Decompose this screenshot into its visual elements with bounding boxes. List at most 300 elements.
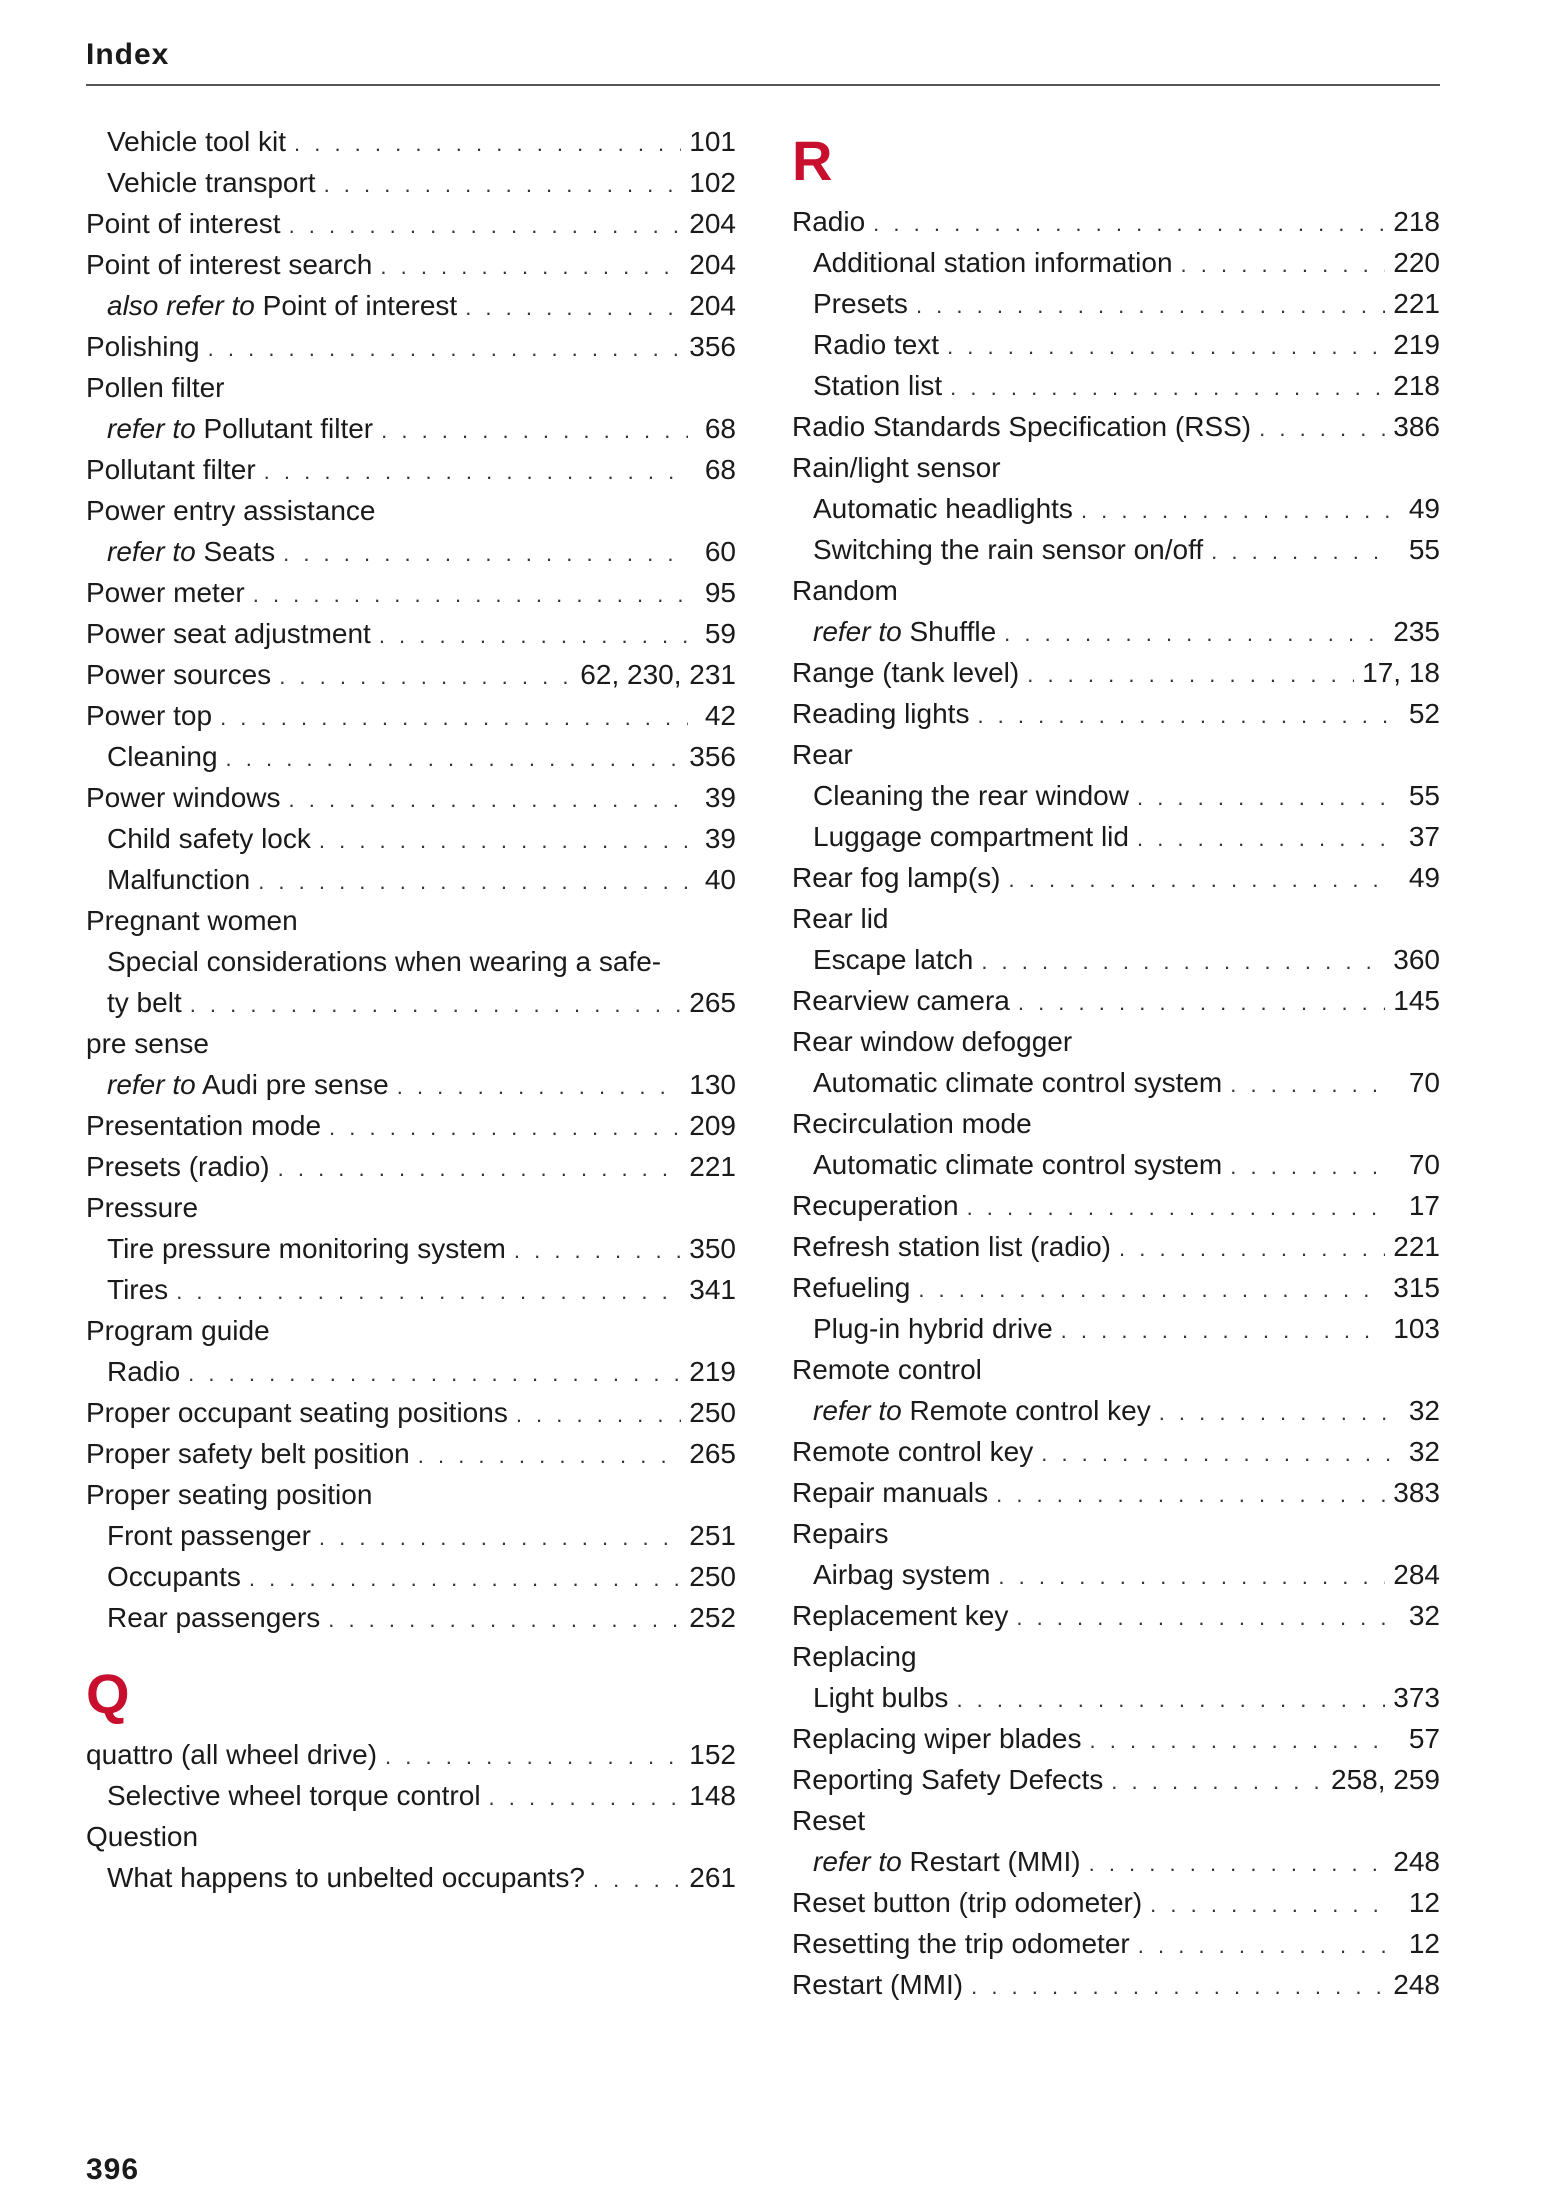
page-reference: 221 [1393, 288, 1440, 319]
index-term-text: Rain/light sensor [792, 452, 1001, 483]
cross-reference-prefix: refer to [813, 1395, 902, 1426]
dot-leader [916, 285, 1385, 326]
index-term-text: Shuffle [901, 616, 997, 647]
index-entry [792, 1021, 1440, 1062]
page-reference: 315 [1393, 1272, 1440, 1303]
index-term-text: Power top [86, 700, 213, 731]
page-reference: 102 [689, 167, 736, 198]
index-term-text: Plug-in hybrid drive [813, 1313, 1053, 1344]
index-subentry [792, 1144, 1440, 1185]
index-entry [792, 1636, 1440, 1677]
index-entry [792, 1431, 1440, 1472]
page-reference: 32 [1408, 1395, 1440, 1426]
index-term [792, 406, 1251, 447]
index-term [86, 695, 212, 736]
index-term-text: Pollen filter [86, 372, 225, 403]
page-reference: 49 [1408, 862, 1440, 893]
index-term [813, 1554, 990, 1595]
index-subentry [792, 1554, 1440, 1595]
index-term-text: Replacing [792, 1641, 917, 1672]
page-reference: 52 [1408, 698, 1440, 729]
page-reference: 55 [1408, 534, 1440, 565]
page-number: 396 [86, 2153, 140, 2186]
page-reference: 42 [704, 700, 736, 731]
dot-leader [1016, 1597, 1392, 1638]
index-term [792, 447, 1001, 488]
index-subentry [792, 1677, 1440, 1718]
index-entry [792, 980, 1440, 1021]
dot-leader [981, 941, 1385, 982]
index-entry [792, 1185, 1440, 1226]
index-term-text: Power windows [86, 782, 281, 813]
page-reference: 248 [1393, 1969, 1440, 2000]
page-header-title: Index [86, 38, 170, 71]
index-subentry [86, 1597, 736, 1638]
dot-leader [998, 1556, 1385, 1597]
dot-leader [1119, 1228, 1385, 1269]
dot-leader [1027, 654, 1354, 695]
page-reference: 32 [1408, 1436, 1440, 1467]
index-entry [792, 1513, 1440, 1554]
index-entry [792, 734, 1440, 775]
index-term [107, 1228, 506, 1269]
section-letter: Q [86, 1662, 130, 1725]
index-term-text: Audi pre sense [195, 1069, 389, 1100]
index-term [792, 1185, 959, 1226]
page-reference: 130 [689, 1069, 736, 1100]
index-subentry [86, 859, 736, 900]
index-entry [86, 1433, 736, 1474]
dot-leader [1159, 1392, 1392, 1433]
index-term-text: Special considerations when wearing a safe- [107, 946, 662, 977]
index-entry [86, 449, 736, 490]
index-term [107, 408, 373, 449]
page-reference: 57 [1408, 1723, 1440, 1754]
index-term [792, 570, 898, 611]
index-term [792, 1923, 1130, 1964]
index-subentry [792, 939, 1440, 980]
dot-leader [1181, 244, 1386, 285]
index-subentry [86, 531, 736, 572]
index-term-text: Tire pressure monitoring system [107, 1233, 506, 1264]
index-term [86, 1816, 198, 1857]
index-term-text: Pressure [86, 1192, 199, 1223]
dot-leader [1090, 1720, 1392, 1761]
index-entry [86, 695, 736, 736]
dot-leader [956, 1679, 1385, 1720]
index-entry [86, 1023, 736, 1064]
page-reference: 250 [689, 1397, 736, 1428]
index-term-text: What happens to unbelted occupants? [107, 1862, 585, 1893]
dot-leader [418, 1435, 682, 1476]
index-term [792, 1718, 1082, 1759]
dot-leader [873, 203, 1385, 244]
index-term-text: Reporting Safety Defects [792, 1764, 1104, 1795]
index-term [813, 939, 973, 980]
index-entry [792, 570, 1440, 611]
cross-reference-prefix: refer to [107, 536, 196, 567]
page-reference: 356 [689, 741, 736, 772]
index-term [107, 531, 275, 572]
dot-leader [381, 410, 688, 451]
index-term-text: Malfunction [107, 864, 251, 895]
index-term [107, 1515, 311, 1556]
dot-leader [1150, 1884, 1392, 1925]
page-reference: 265 [689, 1438, 736, 1469]
index-subentry [86, 1775, 736, 1816]
page-reference: 284 [1393, 1559, 1440, 1590]
dot-leader [996, 1474, 1385, 1515]
index-term-text: Random [792, 575, 898, 606]
index-term [813, 1677, 948, 1718]
index-term-text: Repair manuals [792, 1477, 989, 1508]
index-entry [86, 1310, 736, 1351]
index-term [792, 1964, 963, 2005]
index-term-text: Power seat adjustment [86, 618, 371, 649]
index-term-text: Recuperation [792, 1190, 959, 1221]
dot-leader [385, 1736, 681, 1777]
page-reference: 148 [689, 1780, 736, 1811]
index-subentry [792, 775, 1440, 816]
index-subentry [86, 941, 736, 982]
index-term-text: Proper seating position [86, 1479, 373, 1510]
page-reference: 39 [704, 823, 736, 854]
index-term [813, 365, 942, 406]
page-reference: 204 [689, 290, 736, 321]
index-term-text: Presentation mode [86, 1110, 322, 1141]
index-term [86, 654, 271, 695]
index-entry [792, 1964, 1440, 2005]
index-term-text: pre sense [86, 1028, 209, 1059]
page-reference: 265 [689, 987, 736, 1018]
index-term-text: Reading lights [792, 698, 970, 729]
page-reference: 360 [1393, 944, 1440, 975]
index-term [792, 1800, 865, 1841]
index-entry [86, 367, 736, 408]
page-reference: 152 [689, 1739, 736, 1770]
index-term-text: Refresh station list (radio) [792, 1231, 1112, 1262]
index-subentry [86, 1556, 736, 1597]
index-subentry [86, 408, 736, 449]
index-term [792, 1759, 1103, 1800]
dot-leader [1089, 1843, 1386, 1884]
page-reference: 103 [1393, 1313, 1440, 1344]
index-term-text: quattro (all wheel drive) [86, 1739, 378, 1770]
index-term [813, 816, 1129, 857]
index-subentry [792, 1390, 1440, 1431]
page-reference: 204 [689, 208, 736, 239]
index-term-text: Refueling [792, 1272, 911, 1303]
page-reference: 17 [1408, 1190, 1440, 1221]
index-term-text: Child safety lock [107, 823, 311, 854]
index-term [107, 121, 286, 162]
page-reference: 373 [1393, 1682, 1440, 1713]
index-term [792, 1636, 917, 1677]
page-reference: 68 [704, 413, 736, 444]
page-reference: 204 [689, 249, 736, 280]
dot-leader [379, 615, 688, 656]
index-term-text: Presets (radio) [86, 1151, 270, 1182]
index-term-text: Tires [107, 1274, 169, 1305]
dot-leader [264, 451, 688, 492]
dot-leader [253, 574, 688, 615]
index-term [107, 941, 661, 982]
index-entry [792, 1882, 1440, 1923]
index-entry [792, 693, 1440, 734]
index-term-text: Proper safety belt position [86, 1438, 410, 1469]
index-subentry [792, 611, 1440, 652]
index-term-text: Power meter [86, 577, 245, 608]
dot-leader [319, 1517, 681, 1558]
index-entry [792, 447, 1440, 488]
index-term-text: Recirculation mode [792, 1108, 1032, 1139]
dot-leader [1137, 777, 1392, 818]
index-term-text: Vehicle tool kit [107, 126, 286, 157]
dot-leader [1230, 1146, 1392, 1187]
page-reference: 209 [689, 1110, 736, 1141]
dot-leader [1111, 1761, 1323, 1802]
dot-leader [319, 820, 688, 861]
dot-leader [977, 695, 1392, 736]
index-term-text: Replacing wiper blades [792, 1723, 1082, 1754]
index-entry [792, 1267, 1440, 1308]
page-reference: 59 [704, 618, 736, 649]
index-subentry [86, 736, 736, 777]
index-subentry [792, 242, 1440, 283]
index-term-text: Automatic climate control system [813, 1067, 1223, 1098]
index-term [813, 283, 908, 324]
index-term [86, 613, 371, 654]
page-reference: 62, 230, 231 [580, 659, 736, 690]
index-term-text: Pregnant women [86, 905, 298, 936]
page-reference: 55 [1408, 780, 1440, 811]
index-term [107, 1064, 389, 1105]
index-term [792, 1226, 1111, 1267]
index-subentry [86, 1228, 736, 1269]
index-term [86, 326, 200, 367]
index-subentry [86, 285, 736, 326]
index-term-text: Power sources [86, 659, 272, 690]
index-term [792, 1595, 1008, 1636]
index-entry [792, 652, 1440, 693]
index-term-text: Radio Standards Specification (RSS) [792, 411, 1252, 442]
index-term-text: Resetting the trip odometer [792, 1928, 1130, 1959]
dot-leader [176, 1271, 681, 1312]
index-term [813, 324, 939, 365]
dot-leader [1009, 859, 1392, 900]
index-subentry [86, 162, 736, 203]
index-subentry [86, 1269, 736, 1310]
page-reference: 261 [689, 1862, 736, 1893]
index-entry [86, 1474, 736, 1515]
index-subentry [792, 1062, 1440, 1103]
index-term [107, 1597, 320, 1638]
index-entry [86, 203, 736, 244]
index-entry [792, 406, 1440, 447]
index-entry [792, 857, 1440, 898]
page-reference: 386 [1393, 411, 1440, 442]
index-term-text: Escape latch [813, 944, 974, 975]
cross-reference-prefix: refer to [107, 1069, 196, 1100]
index-term-text: Rear window defogger [792, 1026, 1073, 1057]
index-entry [86, 613, 736, 654]
index-entry [792, 1595, 1440, 1636]
dot-leader [279, 656, 572, 697]
index-entry [86, 900, 736, 941]
dot-leader [283, 533, 688, 574]
dot-leader [289, 205, 682, 246]
index-entry [86, 1734, 736, 1775]
index-entry [86, 326, 736, 367]
index-term-text: ty belt [107, 987, 182, 1018]
index-entry [86, 1105, 736, 1146]
dot-leader [208, 328, 682, 369]
index-term [107, 1857, 585, 1898]
page-reference: 219 [689, 1356, 736, 1387]
index-term [107, 982, 182, 1023]
index-term-text: Power entry assistance [86, 495, 376, 526]
index-term [792, 1021, 1072, 1062]
index-term-text: Occupants [107, 1561, 241, 1592]
dot-leader [1004, 613, 1385, 654]
index-term-text: Cleaning the rear window [813, 780, 1129, 811]
dot-leader [289, 779, 688, 820]
dot-leader [226, 738, 682, 779]
index-term-text: Rear passengers [107, 1602, 321, 1633]
index-term-text: Restart (MMI) [792, 1969, 964, 2000]
page-reference: 221 [689, 1151, 736, 1182]
index-term-text: Automatic climate control system [813, 1149, 1223, 1180]
index-term [86, 572, 245, 613]
index-entry [86, 777, 736, 818]
index-term-text: Remote control key [901, 1395, 1151, 1426]
index-term-text: Rear lid [792, 903, 889, 934]
index-term-text: Front passenger [107, 1520, 311, 1551]
index-term-text: Airbag system [813, 1559, 991, 1590]
index-term-text: Automatic headlights [813, 493, 1073, 524]
dot-leader [1081, 490, 1392, 531]
page-reference: 218 [1393, 370, 1440, 401]
index-term [792, 1267, 910, 1308]
index-term [813, 1390, 1151, 1431]
index-term-text: Vehicle transport [107, 167, 316, 198]
index-term-text: Radio text [813, 329, 940, 360]
index-column-left [86, 121, 736, 1898]
page-reference: 221 [1393, 1231, 1440, 1262]
index-term [813, 775, 1129, 816]
index-entry [792, 201, 1440, 242]
index-term-text: Range (tank level) [792, 657, 1020, 688]
dot-leader [516, 1394, 681, 1435]
index-term-text: Selective wheel torque control [107, 1780, 481, 1811]
index-term [792, 980, 1010, 1021]
index-term [792, 1349, 982, 1390]
dot-leader [947, 326, 1385, 367]
page-reference: 341 [689, 1274, 736, 1305]
dot-leader [1230, 1064, 1392, 1105]
dot-leader [489, 1777, 682, 1818]
index-subentry [792, 324, 1440, 365]
page-reference: 219 [1393, 329, 1440, 360]
index-term [86, 1310, 270, 1351]
page-reference: 252 [689, 1602, 736, 1633]
dot-leader [514, 1230, 681, 1271]
index-subentry [86, 818, 736, 859]
page-reference: 12 [1408, 1928, 1440, 1959]
index-term [792, 201, 865, 242]
page-reference: 250 [689, 1561, 736, 1592]
index-term [107, 859, 250, 900]
section-letter: R [792, 129, 833, 192]
dot-leader [1018, 982, 1385, 1023]
index-term [107, 1775, 481, 1816]
index-term [86, 1734, 377, 1775]
index-term-text: Additional station information [813, 247, 1173, 278]
page-reference: 218 [1393, 206, 1440, 237]
dot-leader [950, 367, 1385, 408]
index-entry [86, 1816, 736, 1857]
index-term [792, 1103, 1032, 1144]
index-subentry [792, 1308, 1440, 1349]
index-term [107, 1556, 241, 1597]
index-term-text: Radio [107, 1356, 181, 1387]
page-reference: 95 [704, 577, 736, 608]
page-reference: 60 [704, 536, 736, 567]
index-term [792, 693, 969, 734]
index-subentry [792, 816, 1440, 857]
index-term [813, 488, 1073, 529]
index-column-right [792, 121, 1440, 2005]
index-entry [86, 490, 736, 531]
index-entry [86, 1392, 736, 1433]
index-term [107, 1269, 168, 1310]
dot-leader [328, 1599, 681, 1640]
index-term [107, 285, 457, 326]
index-term-text: Reset [792, 1805, 866, 1836]
index-term-text: Reset button (trip odometer) [792, 1887, 1143, 1918]
index-term-text: Repairs [792, 1518, 889, 1549]
page-reference: 40 [704, 864, 736, 895]
page-reference: 101 [689, 126, 736, 157]
index-subentry [86, 1515, 736, 1556]
index-term [86, 367, 225, 408]
index-term [86, 203, 281, 244]
page-reference: 258, 259 [1331, 1764, 1440, 1795]
index-entry [86, 1146, 736, 1187]
dot-leader [593, 1859, 681, 1900]
page-reference: 12 [1408, 1887, 1440, 1918]
index-subentry [86, 1064, 736, 1105]
page-reference: 70 [1408, 1067, 1440, 1098]
index-subentry [86, 121, 736, 162]
index-entry [792, 1923, 1440, 1964]
page-reference: 17, 18 [1362, 657, 1440, 688]
dot-leader [249, 1558, 681, 1599]
index-term [813, 1308, 1053, 1349]
index-term-text: Radio [792, 206, 866, 237]
page-reference: 251 [689, 1520, 736, 1551]
index-term [107, 736, 218, 777]
page-reference: 235 [1393, 616, 1440, 647]
index-entry [792, 1349, 1440, 1390]
index-entry [792, 1800, 1440, 1841]
dot-leader [1259, 408, 1385, 449]
index-entry [86, 244, 736, 285]
index-term-text: Pollutant filter [86, 454, 256, 485]
index-term [86, 449, 256, 490]
dot-leader [918, 1269, 1385, 1310]
index-term-text: Light bulbs [813, 1682, 949, 1713]
